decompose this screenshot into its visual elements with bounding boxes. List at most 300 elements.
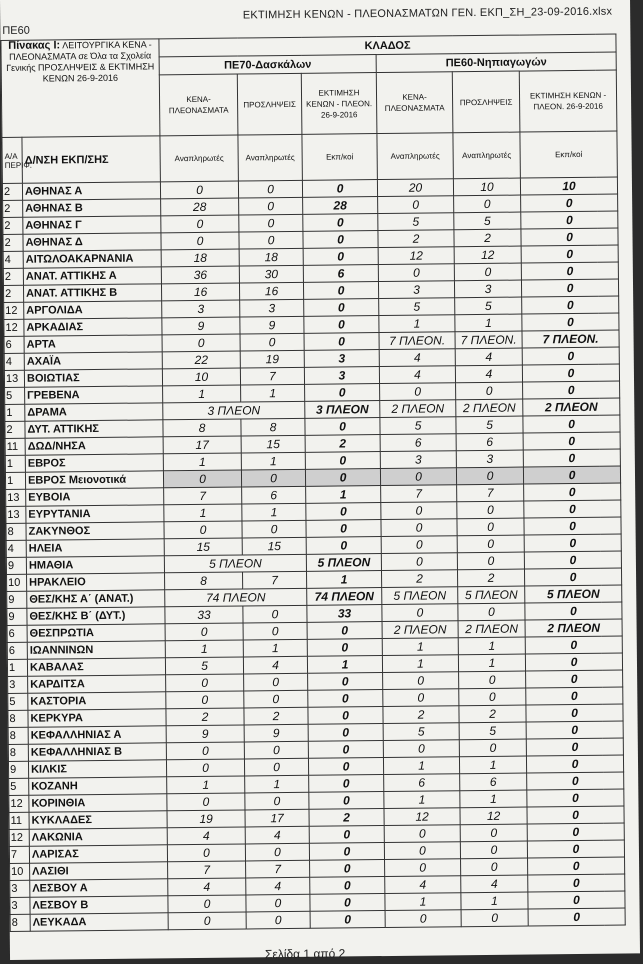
cell-pe60-ektimisi: 0 xyxy=(526,670,623,688)
row-number: 12 xyxy=(9,829,29,846)
cell-pe70-ektimisi: 0 xyxy=(303,282,378,300)
cell-pe60-proslipseis: 5 ΠΛΕΟΝ xyxy=(458,586,525,604)
row-number: 2 xyxy=(3,285,23,302)
cell-pe70-kena: 9 xyxy=(162,317,240,335)
cell-pe70-ektimisi: 0 xyxy=(303,231,378,249)
cell-pe60-proslipseis: 6 xyxy=(460,773,527,791)
row-number: 1 xyxy=(5,455,25,472)
cell-pe60-kena: 2 ΠΛΕΟΝ xyxy=(382,621,458,639)
cell-pe70-proslipseis: 0 xyxy=(239,214,303,232)
col-anapl-4: Αναπληρωτές xyxy=(453,132,520,179)
cell-pe60-proslipseis: 4 xyxy=(455,348,522,366)
row-directorate: ΑΘΗΝΑΣ Γ xyxy=(23,216,161,234)
page-footer: Σελίδα 1 από 2 xyxy=(264,946,346,962)
cell-pe60-ektimisi: 0 xyxy=(521,211,618,229)
col-dnsi: Δ/ΝΣΗ ΕΚΠ/ΣΗΣ xyxy=(22,136,160,183)
cell-pe70-kena: 1 xyxy=(167,776,245,794)
col-kena-pe60: ΚΕΝΑ-ΠΛΕΟΝΑΣΜΑΤΑ xyxy=(376,72,453,134)
cell-pe60-proslipseis: 1 xyxy=(461,892,528,910)
cell-pe70-proslipseis: 7 xyxy=(240,367,304,385)
cell-pe70-ektimisi: 0 xyxy=(302,180,377,198)
row-directorate: ΓΡΕΒΕΝΑ xyxy=(25,386,163,404)
cell-pe60-kena: 0 xyxy=(381,519,457,537)
cell-pe70-ektimisi: 33 xyxy=(307,605,382,623)
group-header-pe60: ΠΕ60-Νηπιαγωγών xyxy=(376,52,616,73)
cell-pe70-ektimisi: 28 xyxy=(303,197,378,215)
cell-pe60-kena: 0 xyxy=(385,910,461,928)
cell-pe70-proslipseis: 0 xyxy=(246,894,310,912)
row-directorate: ΑΡΓΟΛΙΔΑ xyxy=(24,301,162,319)
cell-pe60-proslipseis: 7 ΠΛΕΟΝ. xyxy=(455,331,522,349)
cell-pe60-ektimisi: 5 ΠΛΕΟΝ xyxy=(525,585,622,603)
cell-pe60-kena: 0 xyxy=(378,264,454,282)
cell-pe70-kena: 4 xyxy=(167,827,245,845)
row-number: 10 xyxy=(7,574,27,591)
cell-pe60-proslipseis: 5 xyxy=(455,297,522,315)
row-directorate: ΑΘΗΝΑΣ Β xyxy=(23,199,161,217)
cell-pe70-proslipseis: 0 xyxy=(243,622,307,640)
col-anapl-1: Αναπληρωτές xyxy=(160,135,238,182)
cell-pe60-proslipseis: 0 xyxy=(454,195,521,213)
row-number: 10 xyxy=(10,863,30,880)
cell-pe70-kena: 19 xyxy=(167,810,245,828)
row-number: 13 xyxy=(4,370,24,387)
cell-pe70-proslipseis: 0 xyxy=(243,605,307,623)
row-number: 12 xyxy=(4,302,24,319)
cell-pe60-ektimisi: 0 xyxy=(528,908,625,926)
row-directorate: ΚΟΖΑΝΗ xyxy=(29,777,167,795)
cell-pe60-ektimisi: 2 ΠΛΕΟΝ xyxy=(525,619,622,637)
cell-pe60-ektimisi: 0 xyxy=(526,687,623,705)
cell-pe60-proslipseis: 0 xyxy=(457,518,524,536)
cell-pe70-proslipseis: 6 xyxy=(242,486,306,504)
cell-pe60-proslipseis: 2 xyxy=(458,569,525,587)
cell-pe70-proslipseis: 1 xyxy=(243,639,307,657)
cell-pe70-proslipseis: 0 xyxy=(245,792,309,810)
cell-pe70-kena: 22 xyxy=(162,351,240,369)
cell-pe70-ektimisi: 0 xyxy=(305,418,380,436)
cell-pe60-proslipseis: 1 xyxy=(460,790,527,808)
cell-pe70-kena: 28 xyxy=(161,198,239,216)
cell-pe60-proslipseis: 1 xyxy=(455,314,522,332)
row-directorate: ΘΕΣ/ΚΗΣ Α΄ (ΑΝΑΤ.) xyxy=(27,590,165,608)
cell-pe60-proslipseis: 2 xyxy=(454,229,521,247)
cell-pe70-proslipseis: 4 xyxy=(245,826,309,844)
cell-pe70-kena: 36 xyxy=(161,266,239,284)
cell-pe70-ektimisi: 2 xyxy=(305,435,380,453)
row-number: 9 xyxy=(8,761,28,778)
row-number: 3 xyxy=(8,676,28,693)
cell-pe70-ektimisi: 3 ΠΛΕΟΝ xyxy=(305,401,380,419)
vacancies-table xyxy=(0,34,625,932)
cell-pe60-proslipseis: 5 xyxy=(454,212,521,230)
cell-pe60-kena: 5 ΠΛΕΟΝ xyxy=(382,587,458,605)
row-number: 9 xyxy=(6,557,26,574)
cell-pe60-kena: 7 xyxy=(381,485,457,503)
cell-pe70-proslipseis: 0 xyxy=(239,231,303,249)
cell-pe70-proslipseis: 7 xyxy=(243,571,307,589)
cell-pe60-proslipseis: 12 xyxy=(454,246,521,264)
cell-pe60-kena: 2 xyxy=(383,706,459,724)
cell-pe60-kena: 1 xyxy=(384,791,460,809)
row-number: 11 xyxy=(5,438,25,455)
cell-pe70-proslipseis: 18 xyxy=(239,248,303,266)
cell-pe60-kena: 0 xyxy=(383,672,459,690)
sheet-code: ΠΕ60 xyxy=(2,24,30,37)
cell-pe70-kena-proslipseis: 5 ΠΛΕΟΝ xyxy=(164,554,306,572)
cell-pe60-kena: 0 xyxy=(381,502,457,520)
cell-pe70-kena: 0 xyxy=(166,742,244,760)
row-directorate: ΑΧΑΪΑ xyxy=(24,352,162,370)
cell-pe70-kena: 2 xyxy=(166,708,244,726)
cell-pe70-ektimisi: 74 ΠΛΕΟΝ xyxy=(307,588,382,606)
row-directorate: ΛΕΥΚΑΔΑ xyxy=(30,913,168,931)
col-ekp-1: Εκπ/κοί xyxy=(302,134,377,181)
cell-pe70-proslipseis: 0 xyxy=(238,180,302,198)
row-number: 5 xyxy=(5,387,25,404)
col-ektimisi-pe70: ΕΚΤΙΜΗΣΗ ΚΕΝΩΝ - ΠΛΕΟΝ. 26-9-2016 xyxy=(301,73,377,135)
cell-pe70-proslipseis: 0 xyxy=(242,520,306,538)
row-directorate: ΚΕΡΚΥΡΑ xyxy=(28,709,166,727)
cell-pe60-kena: 1 xyxy=(379,315,455,333)
cell-pe60-ektimisi: 0 xyxy=(524,534,621,552)
cell-pe60-kena: 6 xyxy=(384,774,460,792)
row-number: 3 xyxy=(10,897,30,914)
cell-pe60-kena: 3 xyxy=(378,281,454,299)
row-directorate: ΚΕΦΑΛΛΗΝΙΑΣ Α xyxy=(28,726,166,744)
cell-pe60-ektimisi: 0 xyxy=(523,381,620,399)
cell-pe70-proslipseis: 1 xyxy=(241,384,305,402)
cell-pe60-proslipseis: 0 xyxy=(458,603,525,621)
row-number: 1 xyxy=(5,404,25,421)
cell-pe70-ektimisi: 0 xyxy=(309,826,384,844)
cell-pe60-ektimisi: 0 xyxy=(526,755,623,773)
cell-pe70-kena: 0 xyxy=(163,470,241,488)
row-directorate: ΙΩΑΝΝΙΝΩΝ xyxy=(27,641,165,659)
cell-pe70-proslipseis: 16 xyxy=(239,282,303,300)
cell-pe60-kena: 0 xyxy=(385,859,461,877)
row-number: 5 xyxy=(8,693,28,710)
cell-pe60-kena: 0 xyxy=(384,842,460,860)
row-number: 3 xyxy=(10,880,30,897)
cell-pe70-ektimisi: 0 xyxy=(307,639,382,657)
cell-pe70-ektimisi: 5 ΠΛΕΟΝ xyxy=(306,554,381,572)
row-directorate: ΕΒΡΟΣ Μειονοτικά xyxy=(25,471,163,489)
cell-pe60-kena: 3 xyxy=(380,451,456,469)
cell-pe60-kena: 7 ΠΛΕΟΝ. xyxy=(379,332,455,350)
cell-pe60-kena: 2 xyxy=(382,570,458,588)
cell-pe60-proslipseis: 1 xyxy=(458,637,525,655)
cell-pe60-ektimisi: 0 xyxy=(521,194,618,212)
cell-pe60-proslipseis: 5 xyxy=(456,416,523,434)
row-directorate: ΗΜΑΘΙΑ xyxy=(26,556,164,574)
cell-pe60-kena: 1 xyxy=(382,655,458,673)
cell-pe70-kena: 18 xyxy=(161,249,239,267)
cell-pe60-kena: 2 ΠΛΕΟΝ xyxy=(380,400,456,418)
cell-pe60-ektimisi: 0 xyxy=(524,500,621,518)
row-directorate: ΚΙΛΚΙΣ xyxy=(28,760,166,778)
cell-pe60-kena: 5 xyxy=(378,213,454,231)
cell-pe60-kena: 2 xyxy=(378,230,454,248)
row-directorate: ΗΛΕΙΑ xyxy=(26,539,164,557)
cell-pe60-kena: 12 xyxy=(384,808,460,826)
cell-pe60-kena: 0 xyxy=(383,740,459,758)
cell-pe70-proslipseis: 1 xyxy=(242,503,306,521)
cell-pe70-kena: 1 xyxy=(163,453,241,471)
cell-pe70-kena: 1 xyxy=(165,640,243,658)
cell-pe60-kena: 1 xyxy=(383,757,459,775)
cell-pe60-kena: 20 xyxy=(377,179,453,197)
cell-pe60-proslipseis: 0 xyxy=(457,552,524,570)
row-directorate: ΔΡΑΜΑ xyxy=(25,403,163,421)
row-directorate: ΕΥΒΟΙΑ xyxy=(26,488,164,506)
cell-pe70-proslipseis: 0 xyxy=(244,673,308,691)
cell-pe70-kena: 0 xyxy=(166,674,244,692)
row-directorate: ΑΝΑΤ. ΑΤΤΙΚΗΣ Β xyxy=(23,284,161,302)
row-number: 6 xyxy=(7,642,27,659)
row-directorate: ΚΑΡΔΙΤΣΑ xyxy=(28,675,166,693)
cell-pe60-proslipseis: 3 xyxy=(454,280,521,298)
cell-pe60-ektimisi: 0 xyxy=(521,279,618,297)
cell-pe70-kena: 0 xyxy=(160,181,238,199)
cell-pe60-kena: 0 xyxy=(381,536,457,554)
row-directorate: ΛΕΣΒΟΥ Α xyxy=(30,879,168,897)
cell-pe70-ektimisi: 0 xyxy=(304,333,379,351)
cell-pe60-proslipseis: 2 ΠΛΕΟΝ xyxy=(456,399,523,417)
cell-pe60-ektimisi: 0 xyxy=(527,806,624,824)
cell-pe70-proslipseis: 4 xyxy=(243,656,307,674)
cell-pe70-proslipseis: 1 xyxy=(241,452,305,470)
cell-pe70-kena: 1 xyxy=(163,385,241,403)
cell-pe70-ektimisi: 1 xyxy=(307,656,382,674)
row-number: 4 xyxy=(3,251,23,268)
cell-pe60-proslipseis: 5 xyxy=(459,722,526,740)
cell-pe60-proslipseis: 10 xyxy=(453,178,520,196)
cell-pe70-ektimisi: 0 xyxy=(309,792,384,810)
row-directorate: ΚΥΚΛΑΔΕΣ xyxy=(29,811,167,829)
cell-pe60-proslipseis: 1 xyxy=(459,756,526,774)
row-directorate: ΛΕΣΒΟΥ Β xyxy=(30,896,168,914)
row-number: 8 xyxy=(8,710,28,727)
cell-pe60-kena: 0 xyxy=(378,196,454,214)
cell-pe70-ektimisi: 1 xyxy=(307,571,382,589)
cell-pe70-ektimisi: 0 xyxy=(305,452,380,470)
row-number: 4 xyxy=(6,540,26,557)
cell-pe60-ektimisi: 2 ΠΛΕΟΝ xyxy=(523,398,620,416)
row-directorate: ΑΘΗΝΑΣ Δ xyxy=(23,233,161,251)
cell-pe70-ektimisi: 3 xyxy=(304,367,379,385)
cell-pe60-ektimisi: 0 xyxy=(523,449,620,467)
col-proslipseis-pe70: ΠΡΟΣΛΗΨΕΙΣ xyxy=(237,73,302,135)
cell-pe60-kena: 5 xyxy=(383,723,459,741)
cell-pe60-proslipseis: 7 xyxy=(457,484,524,502)
cell-pe60-ektimisi: 0 xyxy=(521,262,618,280)
row-number: 4 xyxy=(4,353,24,370)
cell-pe60-kena: 0 xyxy=(380,468,456,486)
row-number: 2 xyxy=(3,234,23,251)
file-title: ΕΚΤΙΜΗΣΗ ΚΕΝΩΝ - ΠΛΕΟΝΑΣΜΑΤΩΝ ΓΕΝ. ΕΚΠ_ΣΗ_23-09-2016.xlsx xyxy=(242,5,613,22)
cell-pe70-proslipseis: 19 xyxy=(240,350,304,368)
cell-pe70-kena-proslipseis: 3 ΠΛΕΟΝ xyxy=(163,401,305,419)
cell-pe70-proslipseis: 1 xyxy=(245,775,309,793)
cell-pe60-proslipseis: 4 xyxy=(455,365,522,383)
cell-pe70-proslipseis: 9 xyxy=(240,316,304,334)
cell-pe70-proslipseis: 0 xyxy=(245,843,309,861)
cell-pe70-ektimisi: 0 xyxy=(308,758,383,776)
cell-pe60-proslipseis: 0 xyxy=(460,841,527,859)
cell-pe60-kena: 0 xyxy=(384,825,460,843)
cell-pe60-proslipseis: 2 xyxy=(459,705,526,723)
cell-pe70-kena: 9 xyxy=(166,725,244,743)
cell-pe70-kena: 7 xyxy=(168,861,246,879)
cell-pe60-proslipseis: 0 xyxy=(454,263,521,281)
row-number: 8 xyxy=(10,914,30,931)
cell-pe60-ektimisi: 0 xyxy=(524,517,621,535)
row-number: 1 xyxy=(7,659,27,676)
cell-pe70-kena: 7 xyxy=(164,487,242,505)
cell-pe60-ektimisi: 0 xyxy=(524,551,621,569)
cell-pe60-proslipseis: 0 xyxy=(459,688,526,706)
cell-pe70-ektimisi: 0 xyxy=(303,248,378,266)
cell-pe70-ektimisi: 0 xyxy=(308,673,383,691)
col-aa: Α/Α ΠΕΡΙΦ. xyxy=(2,137,22,183)
cell-pe70-proslipseis: 0 xyxy=(246,911,310,929)
cell-pe70-kena: 0 xyxy=(168,895,246,913)
cell-pe70-ektimisi: 6 xyxy=(303,265,378,283)
cell-pe60-kena: 0 xyxy=(380,383,456,401)
row-directorate: ΒΟΙΩΤΙΑΣ xyxy=(24,369,162,387)
table-title: Πίνακας Ι: ΛΕΙΤΟΥΡΓΙΚΑ ΚΕΝΑ - ΠΛΕΟΝΑΣΜΑΤΑ σε Όλα τα Σχολεία Γενικής ΠΡΟΣΛΗΨΕΙΣ & ΕΚΤΙΜΗΣΗ ΚΕΝΩΝ 26-9-2016 xyxy=(1,39,160,138)
cell-pe70-proslipseis: 15 xyxy=(242,537,306,555)
cell-pe60-kena: 6 xyxy=(380,434,456,452)
cell-pe60-kena: 4 xyxy=(379,366,455,384)
row-number: 1 xyxy=(5,472,25,489)
cell-pe70-kena: 0 xyxy=(162,334,240,352)
row-number: 2 xyxy=(3,268,23,285)
cell-pe70-ektimisi: 3 xyxy=(304,350,379,368)
cell-pe60-ektimisi: 0 xyxy=(525,636,622,654)
cell-pe60-proslipseis: 1 xyxy=(458,654,525,672)
cell-pe70-kena: 1 xyxy=(164,504,242,522)
col-ektimisi-pe60: ΕΚΤΙΜΗΣΗ ΚΕΝΩΝ - ΠΛΕΟΝ. 26-9-2016 xyxy=(519,70,617,132)
row-directorate: ΚΑΣΤΟΡΙΑ xyxy=(28,692,166,710)
cell-pe70-ektimisi: 0 xyxy=(308,690,383,708)
cell-pe60-ektimisi: 0 xyxy=(528,874,625,892)
cell-pe60-proslipseis: 12 xyxy=(460,807,527,825)
cell-pe70-kena: 5 xyxy=(165,657,243,675)
row-directorate: ΑΘΗΝΑΣ Α xyxy=(22,182,160,200)
cell-pe60-proslipseis: 0 xyxy=(459,671,526,689)
cell-pe70-kena: 0 xyxy=(167,844,245,862)
cell-pe70-ektimisi: 0 xyxy=(306,537,381,555)
cell-pe70-ektimisi: 0 xyxy=(309,843,384,861)
cell-pe70-ektimisi: 0 xyxy=(310,860,385,878)
cell-pe60-ektimisi: 0 xyxy=(525,568,622,586)
cell-pe60-ektimisi: 0 xyxy=(523,432,620,450)
cell-pe70-proslipseis: 0 xyxy=(244,758,308,776)
cell-pe70-ektimisi: 0 xyxy=(304,299,379,317)
col-proslipseis-pe60: ΠΡΟΣΛΗΨΕΙΣ xyxy=(452,71,520,133)
cell-pe70-kena: 10 xyxy=(162,368,240,386)
table-body xyxy=(2,177,625,931)
row-number: 2 xyxy=(3,217,23,234)
cell-pe70-kena: 0 xyxy=(166,691,244,709)
cell-pe60-ektimisi: 10 xyxy=(520,177,617,195)
cell-pe70-kena: 8 xyxy=(163,419,241,437)
cell-pe70-proslipseis: 9 xyxy=(244,724,308,742)
cell-pe60-ektimisi: 0 xyxy=(522,347,619,365)
row-number: 9 xyxy=(7,608,27,625)
row-directorate: ΚΑΒΑΛΑΣ xyxy=(27,658,165,676)
cell-pe60-ektimisi: 0 xyxy=(526,738,623,756)
cell-pe60-proslipseis: 0 xyxy=(459,739,526,757)
row-number: 8 xyxy=(8,727,28,744)
cell-pe60-ektimisi: 0 xyxy=(526,704,623,722)
row-directorate: ΑΙΤΩΛΟΑΚΑΡΝΑΝΙΑ xyxy=(23,250,161,268)
cell-pe60-ektimisi: 0 xyxy=(522,313,619,331)
cell-pe70-kena: 0 xyxy=(161,232,239,250)
cell-pe70-ektimisi: 0 xyxy=(308,707,383,725)
col-anapl-2: Αναπληρωτές xyxy=(238,134,302,181)
cell-pe70-proslipseis: 3 xyxy=(240,299,304,317)
cell-pe60-proslipseis: 3 xyxy=(456,450,523,468)
cell-pe60-proslipseis: 0 xyxy=(456,467,523,485)
cell-pe60-kena: 1 xyxy=(382,638,458,656)
cell-pe70-kena: 3 xyxy=(162,300,240,318)
cell-pe60-ektimisi: 0 xyxy=(526,721,623,739)
cell-pe70-proslipseis: 7 xyxy=(246,860,310,878)
row-number: 8 xyxy=(6,523,26,540)
cell-pe70-ektimisi: 0 xyxy=(305,469,380,487)
row-directorate: ΔΥΤ. ΑΤΤΙΚΗΣ xyxy=(25,420,163,438)
col-kena-pe70: ΚΕΝΑ-ΠΛΕΟΝΑΣΜΑΤΑ xyxy=(159,74,238,136)
cell-pe70-ektimisi: 0 xyxy=(310,877,385,895)
cell-pe70-proslipseis: 2 xyxy=(244,707,308,725)
row-directorate: ΑΡΚΑΔΙΑΣ xyxy=(24,318,162,336)
cell-pe60-ektimisi: 0 xyxy=(527,772,624,790)
cell-pe70-kena: 0 xyxy=(168,912,246,930)
cell-pe70-proslipseis: 0 xyxy=(244,690,308,708)
cell-pe70-ektimisi: 0 xyxy=(305,384,380,402)
cell-pe60-kena: 4 xyxy=(385,876,461,894)
cell-pe70-ektimisi: 0 xyxy=(303,214,378,232)
cell-pe70-kena: 0 xyxy=(165,623,243,641)
cell-pe60-ektimisi: 0 xyxy=(521,228,618,246)
cell-pe60-ektimisi: 0 xyxy=(527,823,624,841)
row-directorate: ΕΥΡΥΤΑΝΙΑ xyxy=(26,505,164,523)
cell-pe70-proslipseis: 17 xyxy=(245,809,309,827)
cell-pe70-proslipseis: 15 xyxy=(241,435,305,453)
cell-pe70-ektimisi: 0 xyxy=(308,741,383,759)
cell-pe60-ektimisi: 0 xyxy=(523,415,620,433)
cell-pe60-ektimisi: 0 xyxy=(525,602,622,620)
cell-pe60-proslipseis: 4 xyxy=(461,875,528,893)
cell-pe70-ektimisi: 0 xyxy=(308,724,383,742)
row-directorate: ΛΑΡΙΣΑΣ xyxy=(29,845,167,863)
cell-pe60-proslipseis: 0 xyxy=(460,824,527,842)
cell-pe60-ektimisi: 0 xyxy=(528,857,625,875)
cell-pe60-ektimisi: 0 xyxy=(522,296,619,314)
cell-pe60-ektimisi: 0 xyxy=(527,840,624,858)
cell-pe70-kena: 17 xyxy=(163,436,241,454)
row-number: 12 xyxy=(4,319,24,336)
row-number: 11 xyxy=(9,812,29,829)
cell-pe70-ektimisi: 0 xyxy=(310,911,385,929)
cell-pe60-ektimisi: 0 xyxy=(524,483,621,501)
row-directorate: ΑΡΤΑ xyxy=(24,335,162,353)
cell-pe70-ektimisi: 0 xyxy=(306,503,381,521)
cell-pe70-kena: 0 xyxy=(166,759,244,777)
